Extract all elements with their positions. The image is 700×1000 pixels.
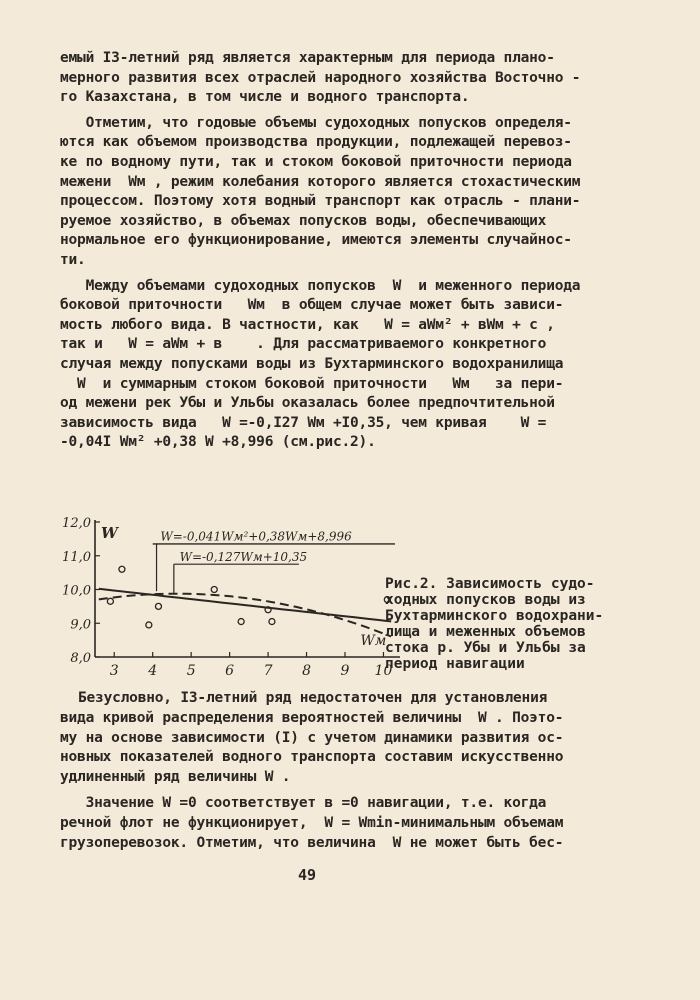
data-point — [107, 598, 113, 604]
x-tick-label: 6 — [225, 663, 235, 679]
data-point — [269, 619, 275, 625]
text-line: го Казахстана, в том числе и водного транспорта. — [60, 89, 470, 106]
y-tick-label: 10,0 — [62, 583, 91, 599]
y-axis-label: W — [101, 524, 118, 542]
text-line: новных показателей водного транспорта составим искусственно — [60, 749, 564, 766]
figure-caption — [385, 576, 603, 672]
x-tick-label: 3 — [109, 663, 119, 679]
text-line: мерного развития всех отраслей народного хозяйства Восточно - — [60, 69, 581, 86]
data-point — [155, 603, 161, 609]
caption-line: период навигации — [385, 656, 525, 672]
x-tick-label: 8 — [302, 663, 311, 679]
text-line: так и W = aWм + в . Для рассматриваемого конкретного — [60, 336, 547, 353]
text-line: нормальное его функционирование, имеются элементы случайнос- — [60, 232, 572, 249]
data-point — [146, 622, 152, 628]
data-point — [211, 587, 217, 593]
text-line: емый I3-летний ряд является характерным для периода плано- — [60, 50, 555, 66]
text-line: му на основе зависимости (I) с учетом динамики развития ос- — [60, 729, 564, 746]
text-line: ке по водному пути, так и стоком боковой приточности периода — [60, 154, 572, 170]
annotation-linear: W=-0,127Wм+10,35 — [179, 549, 308, 564]
caption-line: Рис.2. Зависимость судо- — [385, 576, 595, 592]
text-line: -0,04I Wм² +0,38 W +8,996 (см.рис.2). — [60, 434, 376, 451]
text-line: мость любого вида. В частности, как W = aWм² + вWм + c , — [60, 316, 555, 333]
x-tick-label: 5 — [186, 663, 196, 679]
text-line: Значение W =0 соответствует в =0 навигации, т.е. когда — [60, 795, 547, 811]
text-line: боковой приточности Wм в общем случае может быть зависи- — [60, 297, 564, 314]
x-tick-label: 10 — [374, 663, 393, 679]
y-tick-label: 11,0 — [62, 549, 91, 565]
y-tick-label: 12,0 — [62, 516, 91, 531]
caption-line: стока р. Убы и Ульбы за — [385, 640, 586, 656]
quadratic-fit-line — [99, 594, 391, 637]
text-line: случая между попусками воды из Бухтарминского водохранилища — [60, 356, 564, 372]
caption-line: Бухтарминского водохрани- — [385, 608, 604, 624]
y-tick-label: 9,0 — [70, 617, 91, 633]
data-point — [119, 566, 125, 572]
text-line: вида кривой распределения вероятностей величины W . Поэто- — [60, 709, 564, 726]
text-line: од межени рек Убы и Ульбы оказалась более предпочтительной — [60, 395, 555, 412]
text-line: W и суммарным стоком боковой приточности Wм за пери- — [60, 375, 564, 392]
text-line: грузоперевозок. Отметим, что величина W не может быть бес- — [60, 834, 564, 851]
page-number: 49 — [298, 866, 317, 884]
text-line: ются как объемом производства продукции, подлежащей перевоз- — [60, 134, 572, 151]
x-tick-label: 9 — [340, 663, 350, 679]
text-line: ти. — [60, 252, 86, 268]
text-line: Безусловно, I3-летний ряд недостаточен для установления — [78, 690, 548, 706]
caption-line: лища и меженных объемов — [385, 624, 586, 640]
annotation-quadratic: W=-0,041Wм²+0,38Wм+8,996 — [160, 529, 352, 544]
text-line: процессом. Поэтому хотя водный транспорт как отрасль - плани- — [60, 193, 581, 210]
data-point — [238, 619, 244, 625]
x-tick-label: 7 — [263, 663, 273, 679]
linear-fit-line — [99, 589, 391, 622]
caption-line: ходных попусков воды из — [385, 592, 586, 608]
text-line: удлиненный ряд величины W . — [60, 769, 291, 786]
x-tick-label: 4 — [148, 663, 158, 679]
x-axis-label: Wм — [360, 633, 387, 649]
text-line: речной флот не функционирует, W = Wmin-минимальным объемам — [60, 814, 564, 831]
text-line: руемое хозяйство, в объемах попусков воды, обеспечивающих — [60, 212, 547, 229]
y-tick-label: 8,0 — [70, 651, 91, 666]
text-line: зависимость вида W =-0,I27 Wм +I0,35, чем кривая W = — [60, 414, 547, 431]
text-line: межени Wм , режим колебания которого является стохастическим — [60, 173, 581, 190]
text-line: Отметим, что годовые объемы судоходных попусков определя- — [60, 114, 572, 131]
figure-2-chart — [55, 505, 405, 685]
text-line: Между объемами судоходных попусков W и меженного периода — [60, 277, 581, 294]
